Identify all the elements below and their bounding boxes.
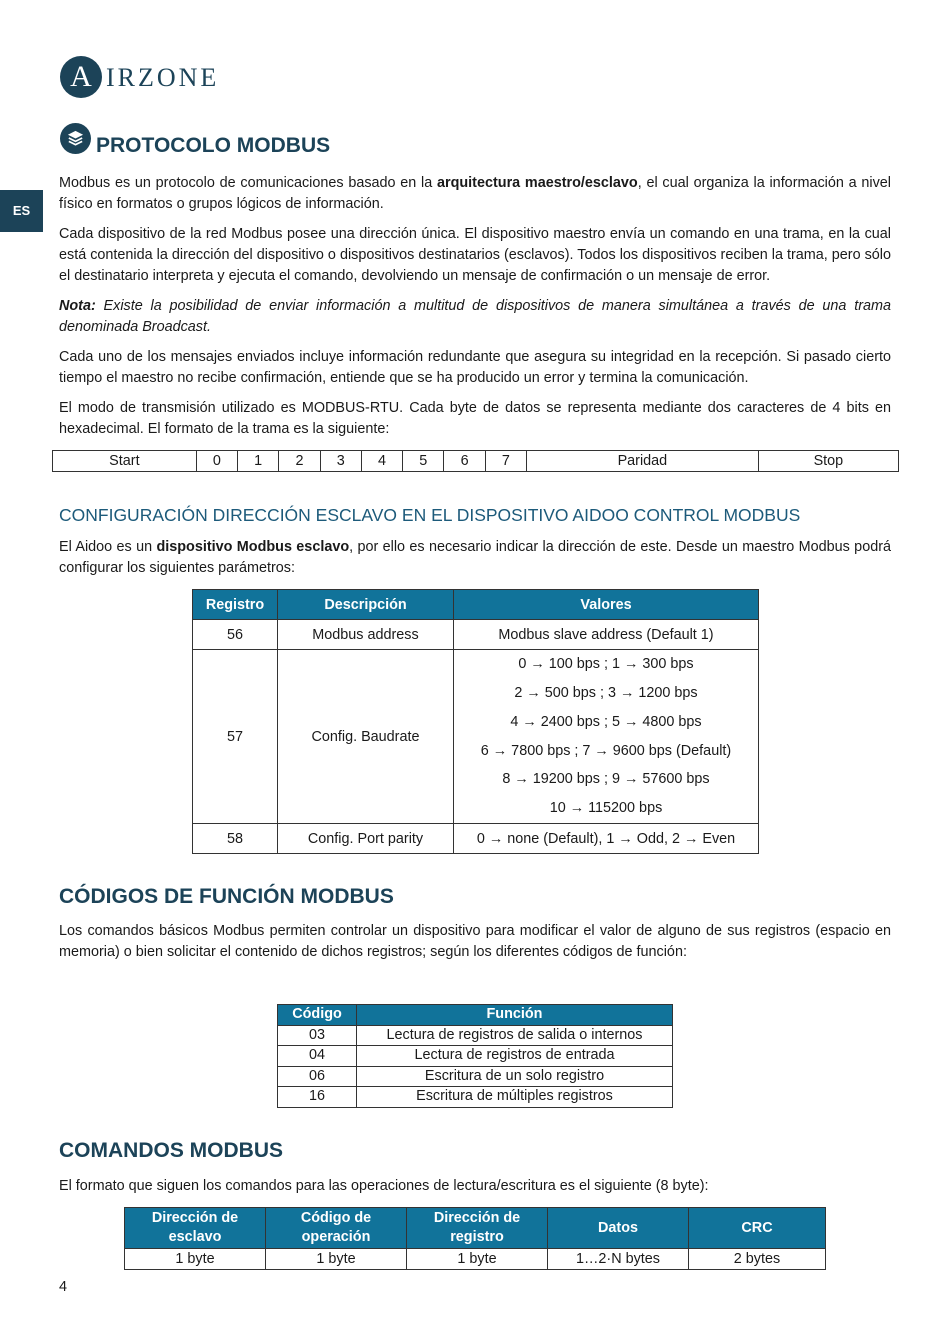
header-crc: CRC xyxy=(689,1208,826,1249)
paragraph-commands: El formato que siguen los comandos para las operaciones de lectura/escritura es el siguiente (8 byte): xyxy=(59,1178,709,1194)
frame-cell: Paridad xyxy=(527,451,759,472)
frame-cell: 1 xyxy=(238,451,279,472)
header-registro: Registro xyxy=(193,590,278,620)
byte-count: 1…2·N bytes xyxy=(548,1249,689,1270)
section-title-commands: COMANDOS MODBUS xyxy=(59,1139,283,1162)
header-codigo: Código xyxy=(278,1005,357,1026)
frame-cell: 6 xyxy=(444,451,485,472)
language-tab: ES xyxy=(0,190,43,232)
function-codes-table xyxy=(277,1004,673,1108)
section-title-protocol: PROTOCOLO MODBUS xyxy=(96,134,331,157)
layers-icon xyxy=(60,123,91,154)
paragraph-devices: Cada dispositivo de la red Modbus posee una dirección única. El dispositivo maestro envía un comando en una trama, en la cual está contenida la dirección del dispositivo o dispositivos destinatarios (esclavos). Todos los dispositivos reciben la trama, pero sólo el destinatario interpreta y ejecuta el comando, devolviendo un mensaje de confirmación o un mensaje de error. xyxy=(59,226,891,284)
paragraph-rtu: El modo de transmisión utilizado es MODBUS-RTU. Cada byte de datos se representa mediante dos caracteres de 4 bits en hexadecimal. El formato de la trama es la siguiente: xyxy=(59,400,891,437)
header-data: Datos xyxy=(548,1208,689,1249)
paragraph-note: Nota: Existe la posibilidad de enviar información a multitud de dispositivos de manera simultánea a través de una trama denominada Broadcast. xyxy=(59,298,891,335)
register-number: 58 xyxy=(193,824,278,854)
table-row xyxy=(193,824,759,854)
table-row xyxy=(278,1066,673,1087)
paragraph-intro: Modbus es un protocolo de comunicaciones basado en la arquitectura maestro/esclavo, el cual organiza la información a nivel físico en formatos o grupos lógicos de información. xyxy=(59,175,891,212)
header-slave-address: Dirección de esclavo xyxy=(125,1208,266,1249)
baudrate-option: 6 → 7800 bps ; 7 → 9600 bps (Default) xyxy=(480,742,732,759)
paragraph-function-codes: Los comandos básicos Modbus permiten controlar un dispositivo para modificar el valor de alguno de sus registros (espacio en memoria) o bien solicitar el contenido de dichos registros; según los diferentes códigos de función: xyxy=(59,923,891,960)
frame-format-table xyxy=(52,450,899,472)
frame-cell: 3 xyxy=(320,451,361,472)
section-title-function-codes: CÓDIGOS DE FUNCIÓN MODBUS xyxy=(59,885,394,908)
function-code: 04 xyxy=(278,1046,357,1067)
register-values: Modbus slave address (Default 1) xyxy=(454,620,759,650)
function-name: Lectura de registros de salida o internos xyxy=(357,1025,673,1046)
table-header-row xyxy=(193,590,759,620)
function-code: 03 xyxy=(278,1025,357,1046)
register-number: 57 xyxy=(193,650,278,824)
function-code: 06 xyxy=(278,1066,357,1087)
baudrate-option: 4 → 2400 bps ; 5 → 4800 bps xyxy=(510,713,702,730)
frame-cell: 0 xyxy=(196,451,237,472)
airzone-logo xyxy=(60,56,240,100)
logo-text: IRZONE xyxy=(106,63,220,92)
table-row xyxy=(193,650,759,824)
header-funcion: Función xyxy=(357,1005,673,1026)
baudrate-option: 10 → 115200 bps xyxy=(549,800,663,817)
header-operation-code: Código de operación xyxy=(266,1208,407,1249)
command-format-table xyxy=(124,1207,826,1270)
register-values: 0 → none (Default), 1 → Odd, 2 → Even xyxy=(454,824,759,854)
function-code: 16 xyxy=(278,1087,357,1108)
table-row xyxy=(125,1249,826,1270)
frame-cell: Stop xyxy=(758,451,898,472)
registers-table xyxy=(192,589,759,854)
table-row xyxy=(278,1087,673,1108)
baudrate-option: 8 → 19200 bps ; 9 → 57600 bps xyxy=(502,771,710,788)
page-number: 4 xyxy=(59,1279,68,1295)
table-row xyxy=(193,620,759,650)
baudrate-option: 0 → 100 bps ; 1 → 300 bps xyxy=(518,656,694,673)
header-register-address: Dirección de registro xyxy=(407,1208,548,1249)
frame-cell: 7 xyxy=(485,451,526,472)
register-number: 56 xyxy=(193,620,278,650)
frame-cell: Start xyxy=(53,451,197,472)
table-header-row xyxy=(278,1005,673,1026)
byte-count: 1 byte xyxy=(266,1249,407,1270)
byte-count: 1 byte xyxy=(407,1249,548,1270)
frame-cell: 5 xyxy=(403,451,444,472)
register-values xyxy=(454,650,759,824)
register-description: Modbus address xyxy=(278,620,454,650)
paragraph-aidoo: El Aidoo es un dispositivo Modbus esclavo, por ello es necesario indicar la dirección de este. Desde un maestro Modbus podrá configurar los siguientes parámetros: xyxy=(59,539,891,576)
byte-count: 2 bytes xyxy=(689,1249,826,1270)
frame-cell: 4 xyxy=(361,451,402,472)
logo-initial: A xyxy=(70,60,92,93)
header-descripcion: Descripción xyxy=(278,590,454,620)
function-name: Escritura de múltiples registros xyxy=(357,1087,673,1108)
table-row xyxy=(53,451,899,472)
frame-cell: 2 xyxy=(279,451,320,472)
byte-count: 1 byte xyxy=(125,1249,266,1270)
table-row xyxy=(278,1046,673,1067)
register-description: Config. Baudrate xyxy=(278,650,454,824)
paragraph-redundancy: Cada uno de los mensajes enviados incluye información redundante que asegura su integridad en la recepción. Si pasado cierto tiempo el maestro no recibe confirmación, entiende que se ha producido un error y termina la comunicación. xyxy=(59,349,891,386)
table-row xyxy=(278,1025,673,1046)
function-name: Lectura de registros de entrada xyxy=(357,1046,673,1067)
baudrate-option: 2 → 500 bps ; 3 → 1200 bps xyxy=(514,684,698,701)
header-valores: Valores xyxy=(454,590,759,620)
section-title-slave-config: CONFIGURACIÓN DIRECCIÓN ESCLAVO EN EL DISPOSITIVO AIDOO CONTROL MODBUS xyxy=(59,505,801,525)
function-name: Escritura de un solo registro xyxy=(357,1066,673,1087)
register-description: Config. Port parity xyxy=(278,824,454,854)
table-header-row xyxy=(125,1208,826,1249)
